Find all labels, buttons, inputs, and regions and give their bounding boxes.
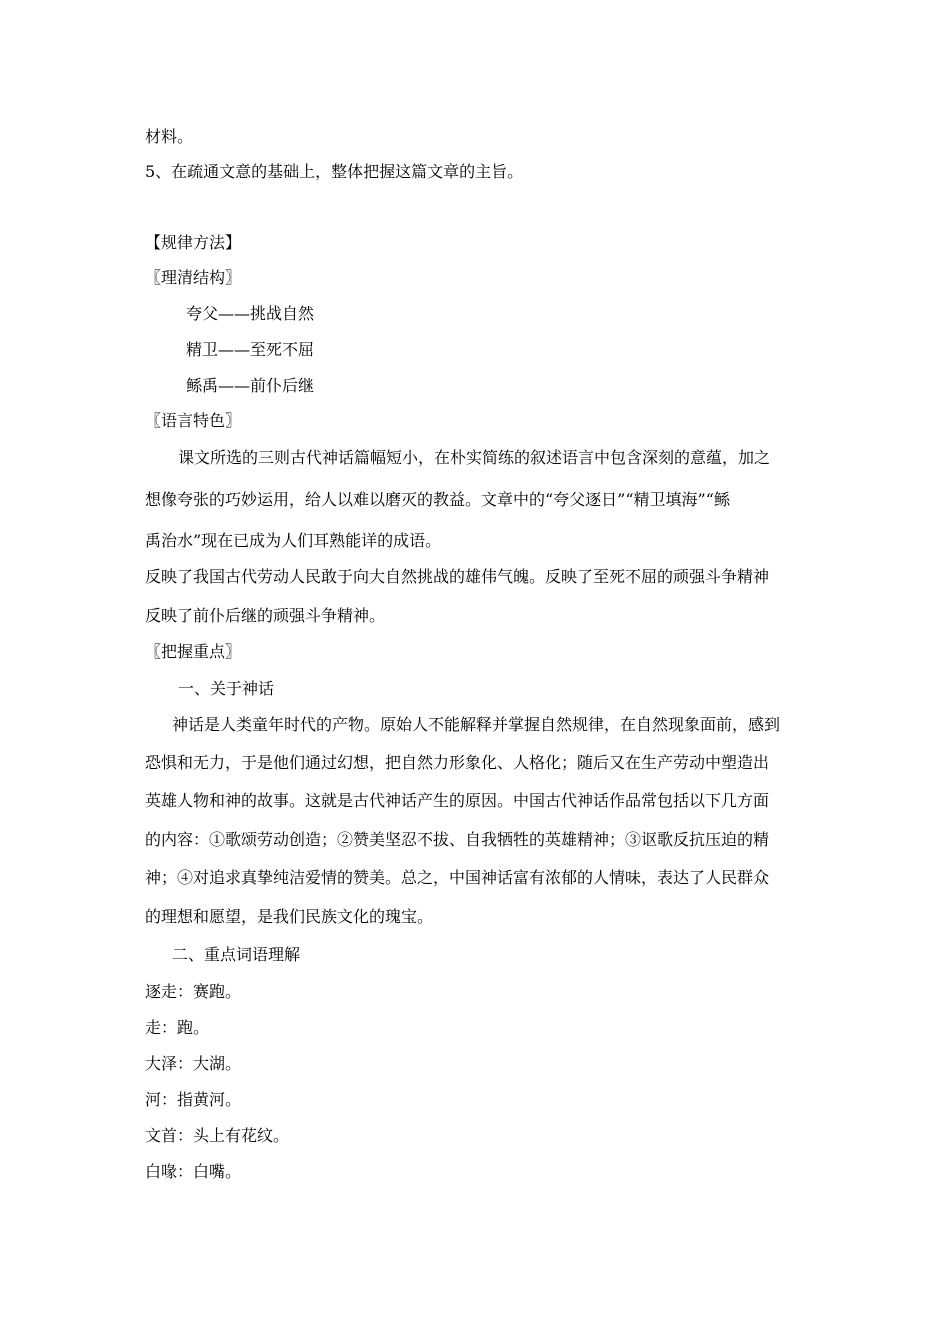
key-points-heading: 〖把握重点〗 [145, 642, 242, 661]
theme-summary-line: 反映了我国古代劳动人民敢于向大自然挑战的雄伟气魄。反映了至死不屈的顽强斗争精神 [145, 567, 770, 586]
vocab-item: 河：指黄河。 [145, 1090, 242, 1109]
structure-item: 精卫——至死不屈 [186, 340, 315, 359]
theme-summary-line: 反映了前仆后继的顽强斗争精神。 [145, 606, 386, 625]
methods-heading: 【规律方法】 [145, 233, 242, 252]
intro-text: 材料。 [145, 127, 194, 146]
language-paragraph-line: 课文所选的三则古代神话篇幅短小，在朴实简练的叙述语言中包含深刻的意蕴，加之 [178, 448, 771, 467]
language-paragraph-line: 禹治水”现在已成为人们耳熟能详的成语。 [145, 531, 442, 550]
section-title: 一、关于神话 [178, 679, 275, 698]
vocab-item: 白喙：白嘴。 [145, 1162, 242, 1181]
structure-item: 鲧禹——前仆后继 [186, 376, 315, 395]
myth-paragraph-line: 神；④对追求真挚纯洁爱情的赞美。总之，中国神话富有浓郁的人情味，表达了人民群众 [145, 868, 770, 887]
structure-item: 夸父——挑战自然 [186, 304, 315, 323]
vocab-item: 走：跑。 [145, 1018, 210, 1037]
section-title: 二、重点词语理解 [172, 945, 301, 964]
language-paragraph-line: 想像夸张的巧妙运用，给人以难以磨灭的教益。文章中的“夸父逐日”“精卫填海”“鲧 [145, 490, 730, 509]
myth-paragraph-line: 神话是人类童年时代的产物。原始人不能解释并掌握自然规律，在自然现象面前，感到 [172, 715, 781, 734]
myth-paragraph-line: 英雄人物和神的故事。这就是古代神话产生的原因。中国古代神话作品常包括以下几方面 [145, 791, 770, 810]
vocab-item: 大泽：大湖。 [145, 1054, 242, 1073]
myth-paragraph-line: 的理想和愿望，是我们民族文化的瑰宝。 [145, 907, 434, 926]
myth-paragraph-line: 恐惧和无力，于是他们通过幻想，把自然力形象化、人格化；随后又在生产劳动中塑造出 [145, 753, 770, 772]
vocab-item: 逐走：赛跑。 [145, 982, 242, 1001]
structure-heading: 〖理清结构〗 [145, 268, 242, 287]
task-5: 5、在疏通文意的基础上，整体把握这篇文章的主旨。 [145, 162, 524, 181]
myth-paragraph-line: 的内容：①歌颂劳动创造；②赞美坚忍不拔、自我牺牲的英雄精神；③讴歌反抗压迫的精 [145, 830, 770, 849]
language-heading: 〖语言特色〗 [145, 411, 242, 430]
vocab-item: 文首：头上有花纹。 [145, 1126, 290, 1145]
